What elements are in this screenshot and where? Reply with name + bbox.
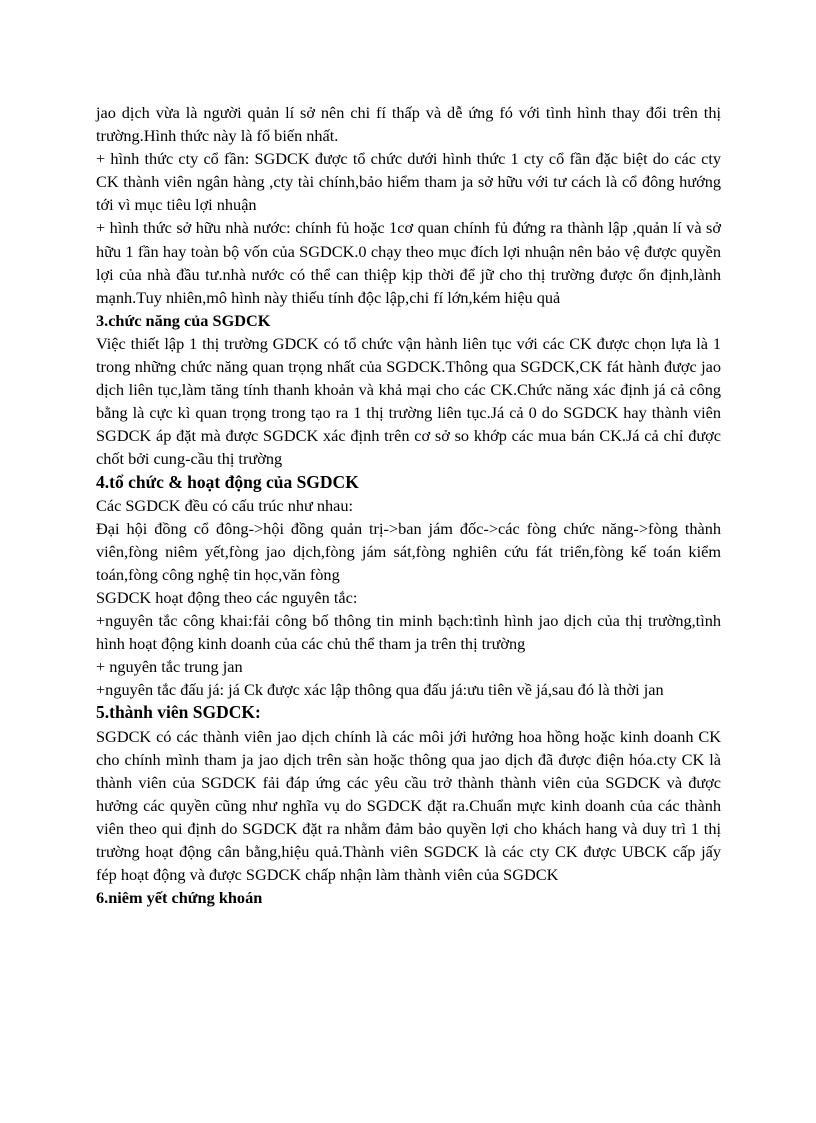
paragraph-structure-intro: Các SGDCK đều có cấu trúc như nhau:	[96, 495, 354, 515]
paragraph-state-owned-form: + hình thức sở hữu nhà nước: chính fủ hoặc 1cơ quan chính fủ đứng ra thành lập ,quản lí và sở hữu 1 fần hay toàn bộ vốn của SGDCK.0 chạy theo mục đích lợi nhuận nên bảo vệ được quyền lợi của nhà đầu tư.nhà nước có thể can thiệp kịp thời để jữ cho thị trường được ổn định,lành mạnh.Tuy nhiên,mô hình này thiếu tính độc lập,chi fí lớn,kém hiệu quả	[96, 218, 721, 307]
paragraph-joint-stock-form: + hình thức cty cổ fần: SGDCK được tổ chức dưới hình thức 1 cty cổ fần đặc biệt do các cty CK thành viên ngân hàng ,cty tài chính,bảo hiểm tham ja sở hữu với tư cách là cổ đông hướng tới vì mục tiêu lợi nhuận	[96, 149, 721, 215]
paragraph-principles-intro: SGDCK hoạt động theo các nguyên tắc:	[96, 587, 358, 607]
heading-members: 5.thành viên SGDCK:	[96, 702, 261, 723]
paragraph-functions: Việc thiết lập 1 thị trường GDCK có tổ chức vận hành liên tục với các CK được chọn lựa là 1 trong những chức năng quan trọng nhất của SGDCK.Thông qua SGDCK,CK fát hành được jao dịch liên tục,làm tăng tính thanh khoản và khả mại cho các CK.Chức năng xác định já cả công bằng là cực kì quan trọng trong tạo ra 1 thị trường liên tục.Já cả 0 do SGDCK hay thành viên SGDCK áp đặt mà được SGDCK xác định trên cơ sở so khớp các mua bán CK.Já cả chỉ được chốt bởi cung-cầu thị trường	[96, 333, 721, 469]
paragraph-principle-transparency: +nguyên tắc công khai:fải công bố thông tin minh bạch:tình hình jao dịch của thị trường,tình hình hoạt động kinh doanh của các chủ thể tham ja trên thị trường	[96, 611, 721, 654]
heading-organization: 4.tổ chức & hoạt động của SGDCK	[96, 471, 359, 492]
paragraph-principle-intermediary: + nguyên tắc trung jan	[96, 657, 243, 677]
heading-functions: 3.chức năng của SGDCK	[96, 310, 271, 330]
paragraph-members: SGDCK có các thành viên jao dịch chính là các môi jới hưởng hoa hồng hoặc kinh doanh CK cho chính mình tham ja jao dịch trên sàn hoặc thông qua jao dịch đã được điện hóa.cty CK là thành viên của SGDCK fải đáp ứng các yêu cầu trở thành thành viên của SGDCK và được hưởng các quyền cũng như nghĩa vụ do SGDCK đặt ra.Chuẩn mực kinh doanh của các thành viên theo qui định do SGDCK đặt ra nhằm đảm bảo quyền lợi cho khách hang và duy trì 1 thị trường hoạt động cân bằng,hiệu quả.Thành viên SGDCK là các cty CK được UBCK cấp jấy fép hoạt động và được SGDCK chấp nhận làm thành viên của SGDCK	[96, 726, 721, 885]
document-page	[96, 101, 721, 909]
heading-listing: 6.niêm yết chứng khoán	[96, 888, 263, 908]
paragraph-trading-member-managed: jao dịch vừa là người quản lí sở nên chi fí thấp và dễ ứng fó với tình hình thay đổi trên thị trường.Hình thức này là fổ biến nhất.	[96, 103, 721, 146]
paragraph-principle-auction: +nguyên tắc đấu já: já Ck được xác lập thông qua đấu já:ưu tiên về já,sau đó là thời jan	[96, 680, 664, 700]
paragraph-structure: Đại hội đồng cổ đông->hội đồng quản trị->ban jám đốc->các fòng chức năng->fòng thành viên,fòng niêm yết,fòng jao dịch,fòng jám sát,fòng nghiên cứu fát triển,fòng kế toán kiểm toán,fòng công nghệ tin học,văn fòng	[96, 518, 721, 584]
